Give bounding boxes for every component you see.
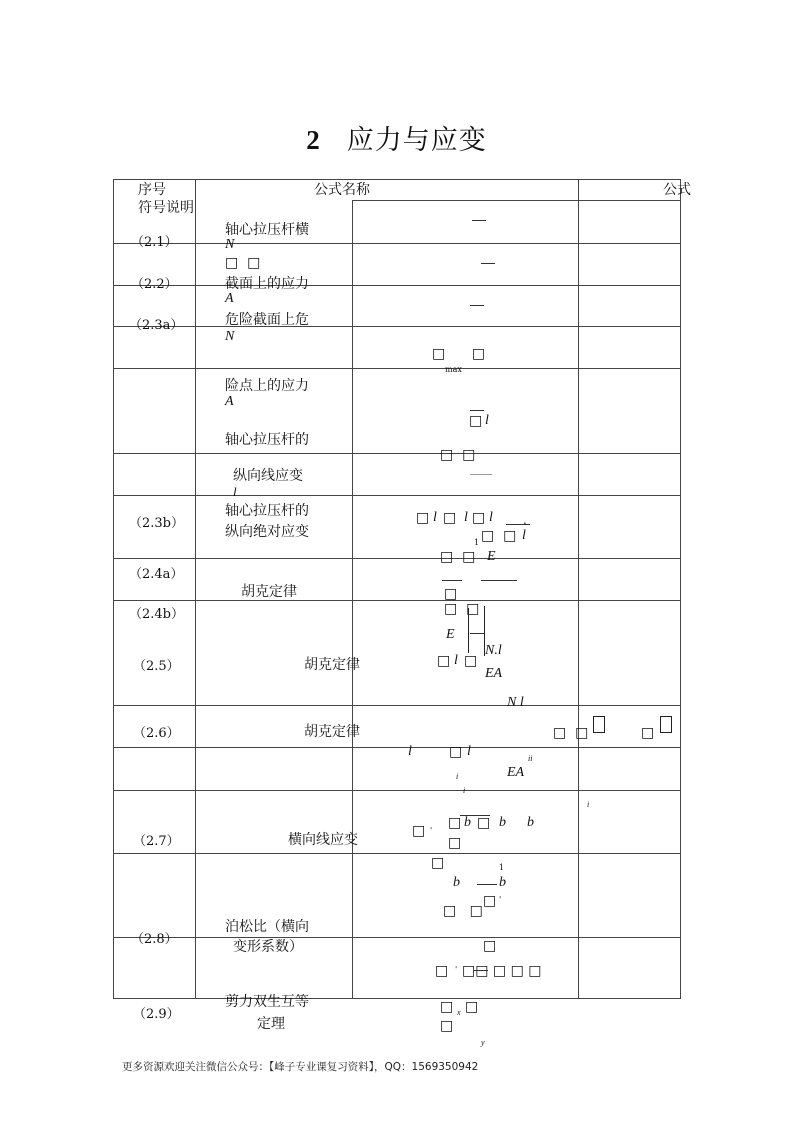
row-index: （2.4b）: [129, 607, 184, 622]
symbol-A: A: [225, 291, 234, 306]
fraction-bar: [470, 633, 484, 634]
row-index: （2.3b）: [129, 516, 184, 531]
footer-note: 更多资源欢迎关注微信公众号：【峰子专业课复习资料】，QQ：1569350942: [122, 1061, 479, 1073]
symbol-b: b: [499, 815, 506, 830]
glyph-box: □: [440, 1018, 454, 1034]
symbol-Nl: N l: [507, 695, 524, 710]
table-row-divider: [113, 368, 681, 369]
table-row-divider: [113, 453, 681, 454]
table-col-divider: [352, 200, 353, 998]
row-name: 轴心拉压杆的: [225, 432, 309, 448]
header-name: 公式名称: [314, 182, 370, 198]
row-name: 定理: [257, 1016, 285, 1032]
fraction-bar: [472, 220, 486, 221]
subscript-max: max: [445, 365, 462, 374]
table-row-divider: [113, 285, 681, 286]
symbol-EA: EA: [507, 765, 525, 780]
symbol-l: l: [454, 653, 458, 668]
row-index: （2.3a）: [129, 318, 184, 333]
glyph-box: □: [465, 999, 479, 1015]
glyph-box: □: [472, 510, 486, 526]
row-index: （2.2）: [131, 277, 178, 292]
row-index: （2.1）: [131, 235, 178, 250]
row-index: （2.5）: [133, 659, 180, 674]
table-col-divider: [195, 180, 196, 998]
glyph-box: □ □: [481, 528, 517, 544]
symbol-l: l: [485, 413, 489, 428]
symbol-l: l: [489, 510, 493, 525]
symbol-l: l: [522, 528, 526, 543]
table-row-divider: [113, 937, 681, 938]
glyph-box: □: [464, 653, 478, 669]
symbol-E: E: [487, 549, 496, 564]
subscript-ii: ii: [528, 754, 533, 763]
row-name: 胡克定律: [304, 724, 360, 740]
subscript-y: y: [481, 1038, 485, 1047]
glyph-box: □: [431, 855, 445, 871]
fraction-bar: [477, 884, 497, 885]
glyph-box: □ □: [444, 601, 480, 617]
symbol-l: l: [467, 744, 471, 759]
fraction-bar: [470, 305, 484, 306]
subscript-1: 1: [474, 538, 480, 547]
symbol-l: l: [433, 510, 437, 525]
table-row-divider: [113, 853, 681, 854]
prime: ': [430, 826, 433, 835]
table-row-divider: [352, 200, 681, 201]
chapter-number: 2: [306, 125, 321, 155]
symbol-l: l: [408, 744, 412, 759]
row-name: 纵向线应变: [233, 468, 303, 484]
glyph-box: □: [448, 835, 462, 851]
table-row-divider: [113, 326, 681, 327]
glyph-box: □: [416, 510, 430, 526]
row-name: 变形系数）: [233, 939, 303, 955]
glyph-box: □: [437, 653, 451, 669]
symbol-A: A: [225, 394, 234, 409]
subscript-i: i: [463, 786, 466, 795]
symbol-N: N: [225, 237, 235, 252]
header-index: 序号: [138, 182, 166, 198]
row-index: （2.4a）: [129, 567, 184, 582]
symbol-Nl: N.l: [485, 643, 502, 658]
table-row-divider: [113, 243, 681, 244]
table-row-divider: [113, 600, 681, 601]
bracket-line: [468, 608, 469, 653]
dot: .: [523, 513, 527, 527]
chapter-title: 应力与应变: [346, 125, 487, 156]
row-index: （2.6）: [133, 726, 180, 741]
glyph-box: □: [435, 963, 449, 979]
symbol-b: b: [453, 875, 460, 890]
symbol-EA: EA: [485, 666, 503, 681]
row-name: 横向线应变: [288, 832, 358, 848]
glyph-box: □: [412, 823, 426, 839]
fraction-bar: [481, 263, 495, 264]
glyph-box: □: [483, 893, 497, 909]
formula-table: [113, 179, 681, 999]
symbol-b: b: [527, 815, 534, 830]
symbol-l: l: [233, 484, 237, 499]
subscript-i: i: [456, 772, 459, 781]
subscript-1: 1: [499, 863, 505, 872]
row-index: （2.9）: [133, 1007, 180, 1022]
symbol-E: E: [446, 627, 455, 642]
glyph-box-large: [593, 716, 605, 733]
table-col-divider: [578, 180, 579, 998]
glyph-box-large: [660, 716, 672, 733]
row-name: 纵向绝对应变: [225, 524, 309, 540]
glyph-box: □: [443, 510, 457, 526]
table-row-divider: [113, 790, 681, 791]
glyph-box: □ □: [440, 549, 476, 565]
symbol-N: N: [225, 329, 235, 344]
symbol-b: b: [499, 875, 506, 890]
glyph-box: □: [444, 586, 458, 602]
fraction-bar: [481, 580, 517, 581]
glyph-box: □ □: [440, 447, 476, 463]
row-index: （2.8）: [131, 932, 178, 947]
glyph-box: □: [641, 725, 655, 741]
glyph-box: □ □: [225, 255, 261, 271]
prime: ': [499, 895, 502, 904]
glyph-box: □□ □ □ □: [462, 963, 542, 979]
table-row-divider: [113, 747, 681, 748]
glyph-box: □: [469, 413, 483, 429]
row-name: 胡克定律: [241, 584, 297, 600]
glyph-box: □: [477, 815, 491, 831]
row-name: 轴心拉压杆横: [225, 222, 309, 238]
table-row-divider: [113, 495, 681, 496]
fraction-bar: [442, 580, 462, 581]
page-title: [0, 118, 793, 157]
row-index: （2.7）: [133, 834, 180, 849]
header-formula: 公式: [663, 182, 691, 198]
header-symbols: 符号说明: [138, 200, 194, 216]
glyph-box: □: [440, 999, 454, 1015]
glyph-box: □: [483, 938, 497, 954]
prime: ': [455, 965, 458, 974]
fraction-bar: [470, 410, 484, 411]
row-name: 截面上的应力: [225, 276, 309, 292]
symbol-l: l: [464, 510, 468, 525]
fraction-bar: [470, 474, 492, 475]
row-name: 危险截面上危: [225, 312, 309, 328]
subscript-x: x: [457, 1008, 461, 1017]
glyph-box: □ □: [432, 346, 486, 362]
glyph-box: □ □: [553, 725, 589, 741]
table-row-divider: [113, 705, 681, 706]
row-name: 轴心拉压杆的: [225, 503, 309, 519]
glyph-box: □: [448, 815, 462, 831]
row-name: 胡克定律: [304, 657, 360, 673]
subscript-i: i: [587, 800, 590, 809]
symbol-b: b: [464, 815, 471, 830]
glyph-box: □ □: [443, 903, 483, 919]
table-row-divider: [113, 558, 681, 559]
glyph-box: □: [449, 744, 463, 760]
row-name: 险点上的应力: [225, 378, 309, 394]
row-name: 泊松比（横向: [225, 919, 309, 935]
fraction-bar: [474, 970, 488, 971]
row-name: 剪力双生互等: [225, 994, 309, 1010]
